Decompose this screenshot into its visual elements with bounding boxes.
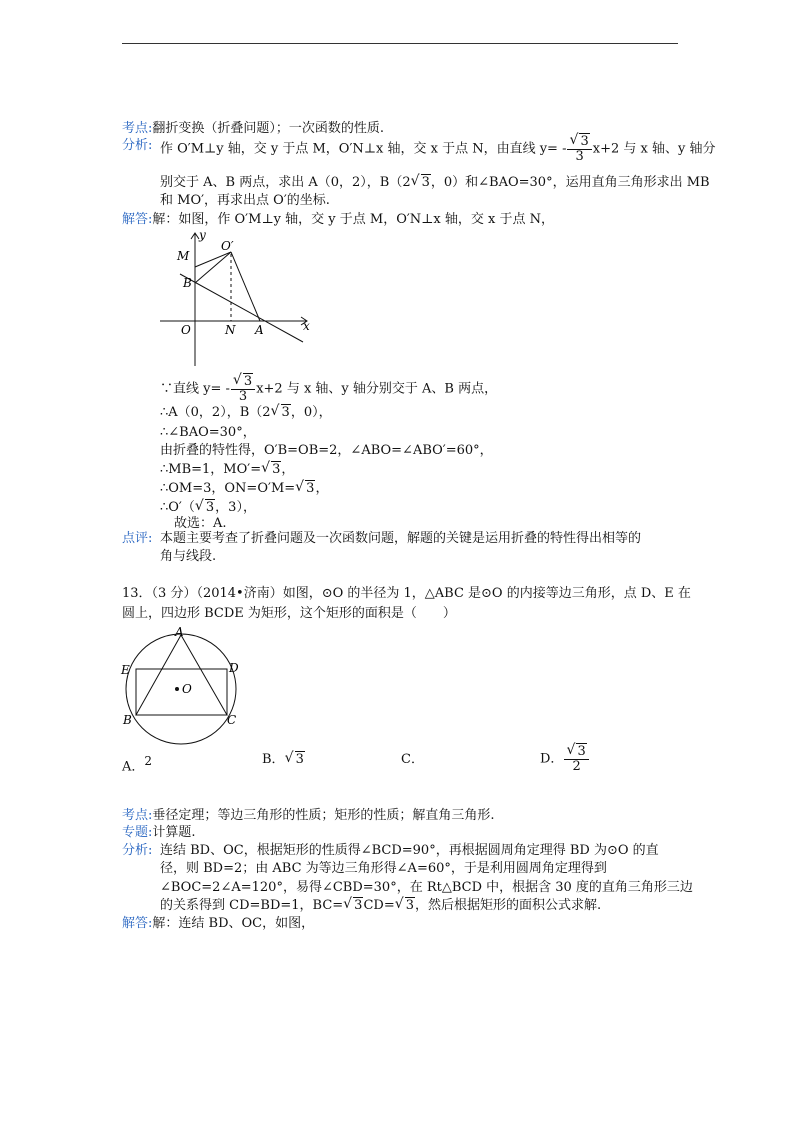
- svg-text:D: D: [229, 661, 239, 675]
- step-4: 由折叠的特性得，O′B=OB=2，∠ABO=∠ABO′=60°，: [160, 443, 493, 458]
- fraction: √ $\frac{3}{3}$: [567, 135, 591, 163]
- step-8: 故选：A.: [174, 516, 227, 531]
- step-6: ∴OM=3，ON=O′M=√ 3，: [160, 481, 328, 497]
- jieda-text: 解：如图，作 O′M⊥y 轴，交 y 于点 M，O′N⊥x 轴，交 x 于点 N，: [152, 212, 554, 227]
- svg-text:O′: O′: [221, 239, 234, 253]
- top-rule: [122, 43, 678, 44]
- dianping-line-1: 本题主要考查了折叠问题及一次函数问题，解题的关键是运用折叠的特性得出相等的: [160, 531, 642, 546]
- q13-fenxi-line-1: 连结 BD、OC，根据矩形的性质得∠BCD=90°，再根据圆周角定理得 BD 为⊙O 的直: [160, 843, 659, 858]
- fold-figure: [155, 230, 315, 370]
- option-a: A．2: [122, 754, 153, 775]
- option-d: D． √ $\frac{3}{2}$: [540, 745, 590, 773]
- svg-text:C: C: [227, 713, 237, 727]
- dianping-label: 点评:: [122, 531, 153, 546]
- svg-text:O: O: [181, 323, 191, 337]
- q13-zhuanti-row: 专题:计算题.: [122, 825, 196, 840]
- fenxi-label: 分析:: [122, 138, 153, 153]
- step-1: ∵直线 y= - √ $\frac{3}{3}$ x+2 与 x 轴、y 轴分别交于 A、B 两点，: [160, 375, 497, 403]
- fenxi-line-1: 作 O′M⊥y 轴，交 y 于点 M，O′N⊥x 轴，交 x 于点 N，由直线 y= - √ $\frac{3}{3}$ x+2 与 x 轴、y 轴分: [160, 135, 715, 163]
- svg-text:A: A: [255, 323, 264, 337]
- svg-text:B: B: [123, 713, 132, 727]
- q13-fenxi-line-4: 的关系得到 CD=BD=1，BC=√ 3CD=√ 3，然后根据矩形的面积公式求解.: [160, 898, 601, 914]
- svg-text:A: A: [175, 625, 184, 639]
- svg-text:M: M: [177, 249, 190, 263]
- step-7: ∴O′（√ 3，3），: [160, 500, 256, 516]
- jieda-row: [122, 212, 554, 228]
- fenxi-line-2: 别交于 A、B 两点，求出 A（0，2），B（2√ 3，0）和∠BAO=30°，运用直角三角形求出 MB: [160, 175, 710, 191]
- q13-stem-line-1: 13．（3 分）（2014•济南）如图，⊙O 的半径为 1，△ABC 是⊙O 的内接等边三角形，点 D、E 在: [122, 586, 691, 601]
- q13-fenxi-line-2: 径，则 BD=2；由 ABC 为等边三角形得∠A=60°，于是利用圆周角定理得到: [160, 861, 607, 876]
- option-c: C．: [401, 752, 424, 767]
- q13-stem-line-2: 圆上，四边形 BCDE 为矩形，这个矩形的面积是（ ）: [122, 606, 456, 621]
- step-5: ∴MB=1，MO′=√ 3，: [160, 462, 294, 478]
- q13-kaodian-row: 考点:垂径定理；等边三角形的性质；矩形的性质；解直角三角形.: [122, 808, 495, 823]
- jieda-label: 解答:: [122, 212, 153, 227]
- svg-text:y: y: [199, 230, 206, 242]
- fenxi-line-3: 和 MO′，再求出点 O′的坐标.: [160, 193, 330, 208]
- kaodian-label: 考点:: [122, 121, 153, 136]
- svg-text:x: x: [303, 319, 310, 333]
- dianping-line-2: 角与线段.: [160, 549, 217, 564]
- q13-fenxi-label: 分析:: [122, 843, 153, 858]
- step-3: ∴∠BAO=30°，: [160, 425, 256, 440]
- q13-fenxi-line-3: ∠BOC=2∠A=120°，易得∠CBD=30°，在 Rt△BCD 中，根据含 30 度的直角三角形三边: [160, 880, 693, 895]
- circle-figure: [115, 622, 245, 752]
- q13-jieda-row: 解答:解：连结 BD、OC，如图，: [122, 916, 315, 931]
- svg-text:E: E: [121, 663, 130, 677]
- kaodian-text: 翻折变换（折叠问题）；一次函数的性质.: [152, 121, 385, 136]
- svg-text:N: N: [225, 323, 236, 337]
- svg-text:B: B: [183, 276, 192, 290]
- option-b: B．√ 3: [262, 752, 305, 768]
- svg-text:O: O: [182, 682, 192, 696]
- step-2: ∴A（0，2），B（2√ 3，0），: [160, 405, 332, 421]
